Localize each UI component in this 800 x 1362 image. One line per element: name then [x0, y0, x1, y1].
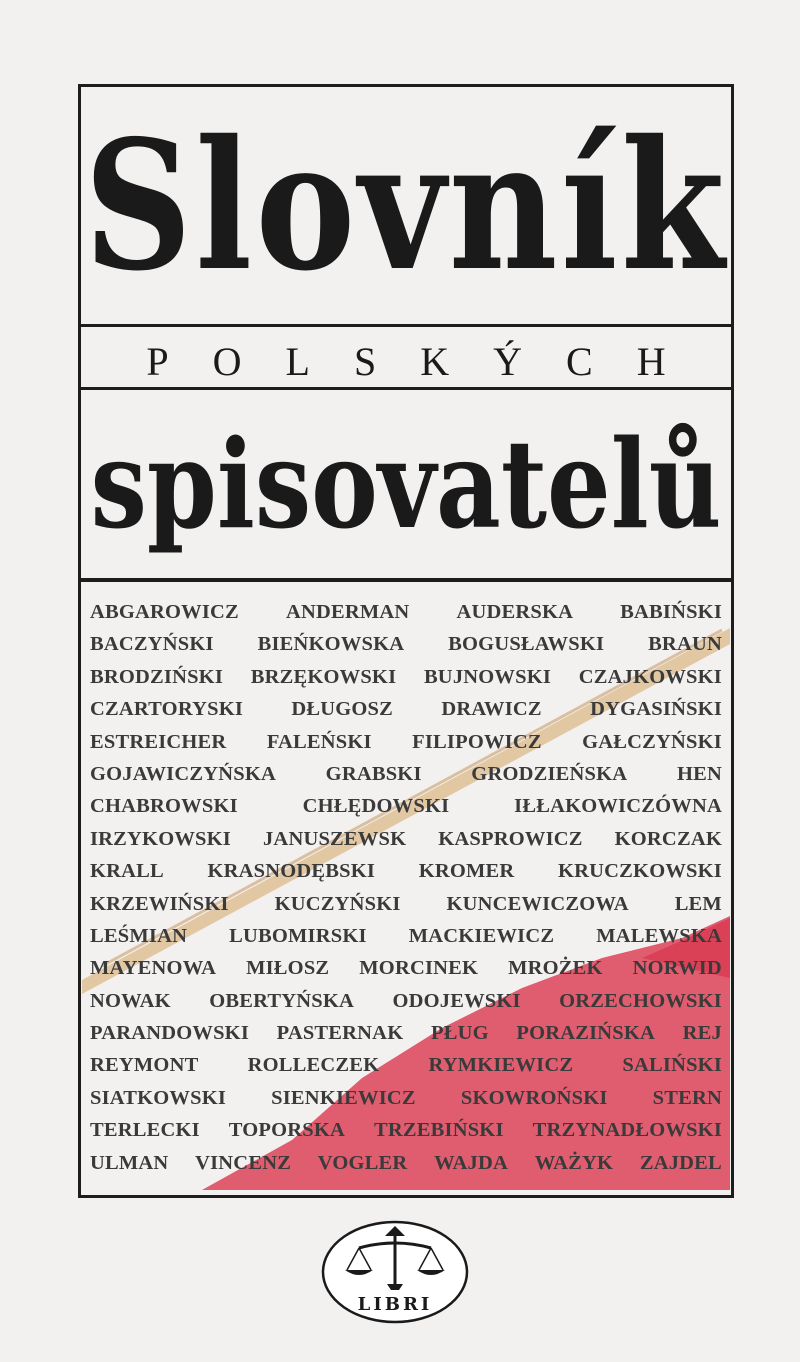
- author-name: GRODZIEŃSKA: [471, 762, 628, 785]
- author-name: LEM: [674, 892, 722, 915]
- author-name: KROMER: [418, 860, 515, 883]
- author-name: DYGASIŃSKI: [590, 698, 722, 721]
- author-name: MIŁOSZ: [246, 957, 330, 980]
- author-name: MALEWSKA: [596, 924, 722, 947]
- author-name: ZAJDEL: [639, 1151, 722, 1174]
- author-name: DRAWICZ: [441, 698, 542, 721]
- author-names-row: [90, 823, 722, 855]
- author-names-row: [90, 726, 722, 758]
- author-name: IŁŁAKOWICZÓWNA: [514, 795, 722, 818]
- author-name: HEN: [676, 762, 722, 785]
- author-names-row: [90, 628, 722, 660]
- author-name: ORZECHOWSKI: [559, 989, 722, 1012]
- author-names-row: [90, 985, 722, 1017]
- author-name: BABIŃSKI: [620, 601, 722, 623]
- author-name: PARANDOWSKI: [90, 1022, 249, 1045]
- author-name: GOJAWICZYŃSKA: [90, 762, 276, 785]
- author-name: WAŻYK: [534, 1151, 614, 1174]
- cover-title-second: spisovatelů: [90, 412, 722, 556]
- title-divider-top: [78, 324, 734, 327]
- author-names-row: [90, 693, 722, 725]
- author-name: BRAUN: [648, 633, 722, 656]
- author-name: VINCENZ: [195, 1151, 292, 1174]
- author-names-row: [90, 855, 722, 887]
- author-names-row: [90, 1017, 722, 1049]
- author-names-row: [90, 1147, 722, 1179]
- publisher-logo-text: LIBRI: [357, 1294, 433, 1315]
- author-name: MORCINEK: [359, 957, 479, 980]
- author-name: ANDERMAN: [285, 601, 410, 623]
- author-names-panel: [82, 588, 730, 1190]
- author-name: FILIPOWICZ: [412, 730, 542, 753]
- author-name: SIENKIEWICZ: [271, 1086, 416, 1109]
- cover-subtitle: POLSKÝCH: [146, 338, 710, 384]
- author-name: NORWID: [632, 957, 722, 980]
- author-name: SKOWROŃSKI: [460, 1086, 608, 1109]
- author-names-row: [90, 888, 722, 920]
- author-name: OBERTYŃSKA: [209, 989, 354, 1012]
- author-name: KRALL: [90, 860, 164, 883]
- cover-title: Slovník: [83, 101, 729, 310]
- author-name: CHŁĘDOWSKI: [302, 795, 450, 818]
- author-name: TOPORSKA: [228, 1119, 346, 1142]
- author-name: AUDERSKA: [456, 601, 574, 623]
- author-name: CZARTORYSKI: [90, 698, 244, 721]
- author-name: BOGUSŁAWSKI: [448, 633, 605, 656]
- author-name: KRASNODĘBSKI: [207, 860, 376, 883]
- author-name: SALIŃSKI: [622, 1054, 722, 1077]
- author-name: VOGLER: [317, 1151, 408, 1174]
- author-name: WAJDA: [434, 1151, 508, 1174]
- author-name: TRZYNADŁOWSKI: [532, 1119, 722, 1142]
- author-name: ROLLECZEK: [247, 1054, 380, 1077]
- author-name: FALEŃSKI: [266, 730, 372, 753]
- author-name: BRODZIŃSKI: [90, 665, 224, 688]
- author-name: CHABROWSKI: [90, 795, 238, 818]
- author-names-row: [90, 758, 722, 790]
- author-name: SIATKOWSKI: [90, 1086, 227, 1109]
- author-name: REJ: [682, 1022, 722, 1045]
- author-names-row: [90, 1049, 722, 1081]
- author-name: ESTREICHER: [90, 730, 227, 753]
- author-name: LUBOMIRSKI: [229, 924, 367, 947]
- author-names-row: [90, 596, 722, 628]
- title-divider-bottom: [78, 578, 734, 582]
- publisher-logo: [319, 1214, 471, 1326]
- author-name: MACKIEWICZ: [408, 924, 555, 947]
- author-name: KUNCEWICZOWA: [446, 892, 629, 915]
- author-names-row: [90, 1114, 722, 1146]
- author-name: GRABSKI: [325, 762, 422, 785]
- author-name: MROŻEK: [508, 957, 603, 980]
- author-name: REYMONT: [90, 1054, 199, 1077]
- author-name: GAŁCZYŃSKI: [582, 730, 722, 753]
- author-name: BIEŃKOWSKA: [257, 633, 405, 656]
- author-name: STERN: [652, 1086, 722, 1109]
- author-name: DŁUGOSZ: [291, 698, 393, 721]
- author-name: KRZEWIŃSKI: [90, 892, 229, 915]
- author-names-row: [90, 952, 722, 984]
- author-name: ABGAROWICZ: [90, 601, 239, 623]
- author-name: ULMAN: [90, 1151, 169, 1174]
- author-name: PORAZIŃSKA: [516, 1022, 656, 1045]
- author-name: NOWAK: [90, 989, 171, 1012]
- author-name: KUCZYŃSKI: [274, 892, 401, 915]
- author-name: BACZYŃSKI: [90, 633, 214, 656]
- author-name: ODOJEWSKI: [392, 989, 521, 1012]
- author-names-list: [90, 596, 722, 1179]
- author-name: LEŚMIAN: [90, 924, 188, 947]
- author-name: PASTERNAK: [276, 1022, 404, 1045]
- author-name: TERLECKI: [90, 1119, 200, 1142]
- author-name: IRZYKOWSKI: [90, 827, 231, 850]
- author-names-row: [90, 920, 722, 952]
- author-names-row: [90, 661, 722, 693]
- author-name: PŁUG: [430, 1022, 489, 1045]
- author-name: JANUSZEWSK: [262, 827, 407, 850]
- author-names-row: [90, 1082, 722, 1114]
- author-name: TRZEBIŃSKI: [374, 1119, 504, 1142]
- author-name: RYMKIEWICZ: [428, 1054, 574, 1077]
- author-name: KRUCZKOWSKI: [558, 860, 722, 883]
- author-names-row: [90, 790, 722, 822]
- author-name: KASPROWICZ: [438, 827, 583, 850]
- author-name: MAYENOWA: [90, 957, 217, 980]
- author-name: CZAJKOWSKI: [578, 665, 722, 688]
- author-name: BRZĘKOWSKI: [250, 665, 397, 688]
- author-name: BUJNOWSKI: [423, 665, 552, 688]
- author-name: KORCZAK: [614, 827, 722, 850]
